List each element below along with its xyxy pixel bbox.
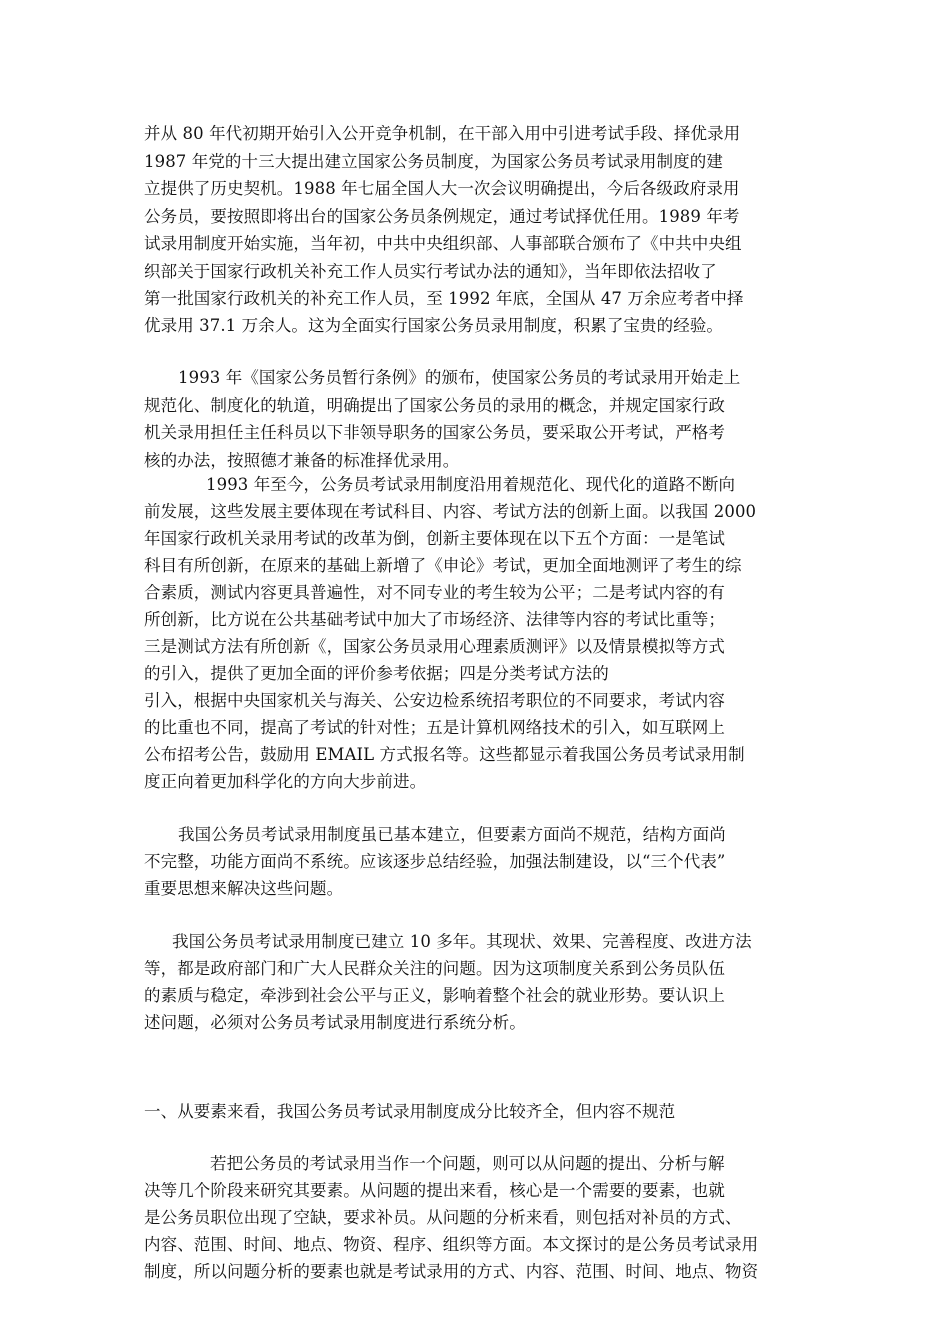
text-line: 合素质，测试内容更具普遍性，对不同专业的考生较为公平；二是考试内容的有: [144, 583, 725, 602]
text-line: 我国公务员考试录用制度虽已基本建立，但要素方面尚不规范，结构方面尚: [178, 825, 726, 844]
text-line: 若把公务员的考试录用当作一个问题，则可以从问题的提出、分析与解: [210, 1154, 725, 1173]
text-line: 的素质与稳定，牵涉到社会公平与正义，影响着整个社会的就业形势。要认识上: [144, 986, 725, 1005]
text-line: 织部关于国家行政机关补充工作人员实行考试办法的通知》，当年即依法招收了: [144, 262, 717, 281]
text-line: 度正向着更加科学化的方向大步前进。: [144, 772, 427, 791]
text-line: 公务员，要按照即将出台的国家公务员条例规定，通过考试择优任用。1989 年考: [144, 207, 740, 226]
text-line: 内容、范围、时间、地点、物资、程序、组织等方面。本文探讨的是公务员考试录用: [144, 1235, 759, 1254]
text-line: 我国公务员考试录用制度已建立 10 多年。其现状、效果、完善程度、改进方法: [172, 932, 752, 951]
text-line: 并从 80 年代初期开始引入公开竞争机制，在干部入用中引进考试手段、择优录用: [144, 124, 741, 143]
text-line: 优录用 37.1 万余人。这为全面实行国家公务员录用制度，积累了宝贵的经验。: [144, 316, 724, 335]
heading-line: 一、从要素来看，我国公务员考试录用制度成分比较齐全，但内容不规范: [144, 1102, 676, 1121]
text-line: 立提供了历史契机。1988 年七届全国人大一次会议明确提出，今后各级政府录用: [144, 179, 740, 198]
text-line: 重要思想来解决这些问题。: [144, 879, 344, 898]
text-line: 机关录用担任主任科员以下非领导职务的国家公务员，要采取公开考试，严格考: [144, 423, 725, 442]
text-line: 科目有所创新，在原来的基础上新增了《申论》考试，更加全面地测评了考生的综: [144, 556, 742, 575]
text-line: 试录用制度开始实施，当年初，中共中央组织部、人事部联合颁布了《中共中央组: [144, 234, 742, 253]
text-line: 等，都是政府部门和广大人民群众关注的问题。因为这项制度关系到公务员队伍: [144, 959, 725, 978]
text-line: 不完整，功能方面尚不系统。应该逐步总结经验，加强法制建设，以“三个代表”: [144, 852, 726, 871]
text-line: 1993 年至今，公务员考试录用制度沿用着规范化、现代化的道路不断向: [206, 475, 736, 494]
text-line: 规范化、制度化的轨道，明确提出了国家公务员的录用的概念，并规定国家行政: [144, 396, 725, 415]
text-line: 决等几个阶段来研究其要素。从问题的提出来看，核心是一个需要的要素，也就: [144, 1181, 725, 1200]
text-line: 述问题，必须对公务员考试录用制度进行系统分析。: [144, 1013, 526, 1032]
text-line: 三是测试方法有所创新《，国家公务员录用心理素质测评》以及情景模拟等方式: [144, 637, 725, 656]
text-line: 公布招考公告，鼓励用 EMAIL 方式报名等。这些都显示着我国公务员考试录用制: [144, 745, 745, 764]
text-line: 核的办法，按照德才兼备的标准择优录用。: [144, 451, 460, 470]
text-line: 的引入，提供了更加全面的评价参考依据；四是分类考试方法的: [144, 664, 609, 683]
text-line: 制度，所以问题分析的要素也就是考试录用的方式、内容、范围、时间、地点、物资: [144, 1262, 759, 1281]
text-line: 的比重也不同，提高了考试的针对性；五是计算机网络技术的引入，如互联网上: [144, 718, 725, 737]
text-line: 1987 年党的十三大提出建立国家公务员制度，为国家公务员考试录用制度的建: [144, 152, 723, 171]
text-line: 所创新，比方说在公共基础考试中加大了市场经济、法律等内容的考试比重等；: [144, 610, 725, 629]
text-line: 1993 年《国家公务员暂行条例》的颁布，使国家公务员的考试录用开始走上: [178, 368, 741, 387]
text-line: 前发展，这些发展主要体现在考试科目、内容、考试方法的创新上面。以我国 2000: [144, 502, 757, 521]
text-line: 年国家行政机关录用考试的改革为倒，创新主要体现在以下五个方面：一是笔试: [144, 529, 725, 548]
text-line: 引入，根据中央国家机关与海关、公安边检系统招考职位的不同要求，考试内容: [144, 691, 725, 710]
text-line: 第一批国家行政机关的补充工作人员，至 1992 年底，全国从 47 万余应考者中择: [144, 289, 744, 308]
text-line: 是公务员职位出现了空缺，要求补员。从问题的分析来看，则包括对补员的方式、: [144, 1208, 742, 1227]
